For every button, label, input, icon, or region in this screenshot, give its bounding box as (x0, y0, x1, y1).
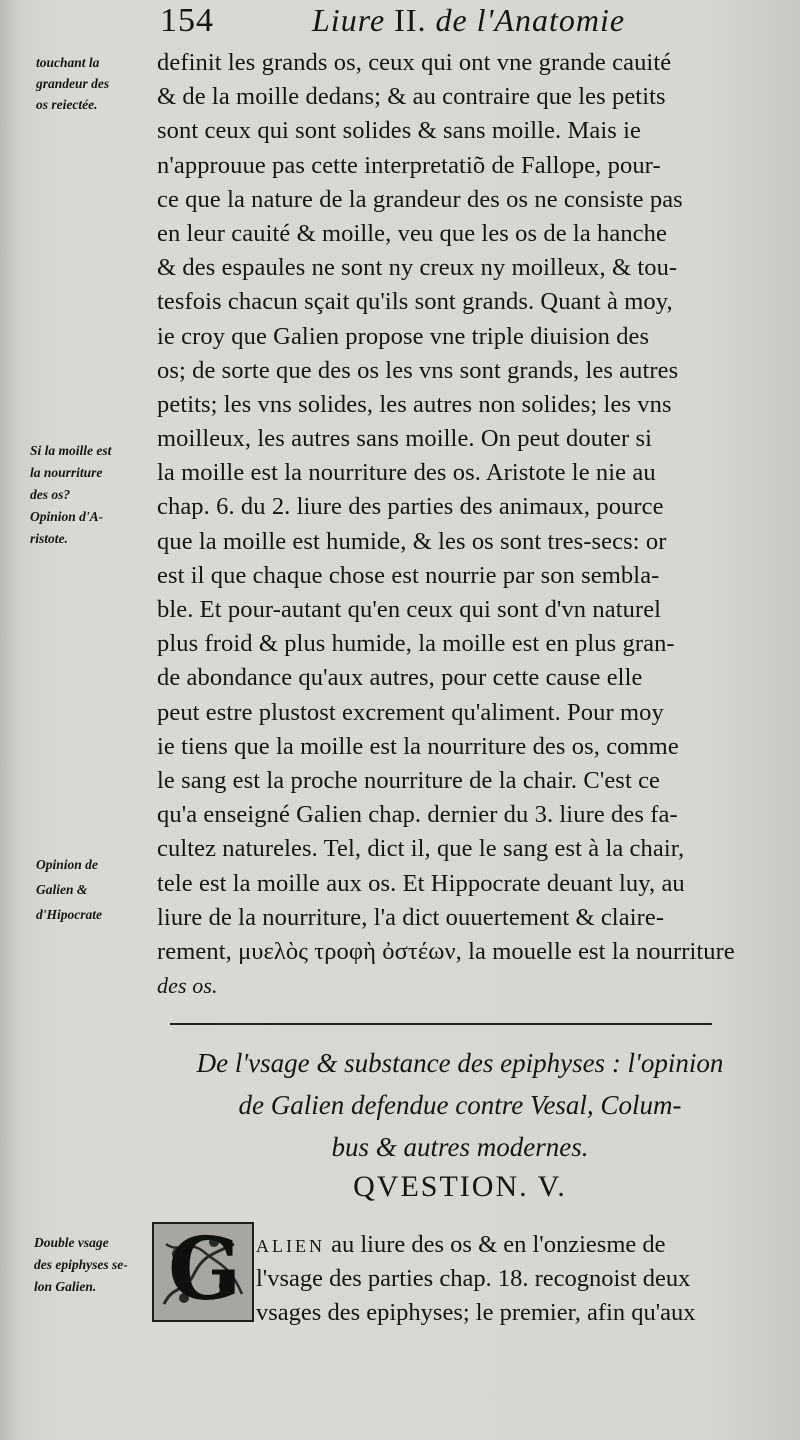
running-title-part-3: de l'Anatomie (435, 2, 626, 38)
text-line: n'approuue pas cette interpretatiõ de Fallope, pour- (157, 151, 661, 179)
text-line (256, 1228, 756, 1262)
text-line: ce que la nature de la grandeur des os ne consiste pas (157, 185, 683, 213)
question-opening-text (256, 1228, 756, 1330)
running-title (312, 2, 625, 39)
text-line: petits; les vns solides, les autres non solides; les vns (157, 390, 672, 418)
margin-note-double-vsage (34, 1232, 152, 1298)
margin-note-line: Opinion de (36, 857, 98, 872)
heading-line: De l'vsage & substance des epiphyses : l'opinion (196, 1048, 724, 1078)
heading-line: de Galien defendue contre Vesal, Colum- (238, 1090, 682, 1120)
question-title: QVESTION. V. (353, 1170, 567, 1203)
text-line: definit les grands os, ceux qui ont vne grande cauité (157, 49, 672, 76)
page-number: 154 (160, 2, 214, 39)
text-line: os; de sorte que des os les vns sont grands, les autres (157, 356, 679, 384)
text-line: tele est la moille aux os. Et Hippocrate deuant luy, au (157, 869, 685, 897)
running-title-part-2: II. (394, 2, 427, 38)
text-line: des os. (157, 973, 218, 999)
running-title-part-1: Liure (312, 2, 386, 38)
text-line: tesfois chacun sçait qu'ils sont grands. Quant à moy, (157, 288, 673, 316)
text-line: sont ceux qui sont solides & sans moille. Mais ie (157, 117, 641, 145)
margin-note-line: des epiphyses se- (34, 1257, 128, 1272)
margin-note-line: des os? (30, 487, 71, 502)
margin-note-line: ristote. (30, 531, 68, 546)
text-line: vsages des epiphyses; le premier, afin qu'aux (256, 1299, 696, 1326)
text-line: qu'a enseigné Galien chap. dernier du 3. liure des fa- (157, 801, 678, 829)
margin-note-line: grandeur des (36, 76, 110, 91)
text-line: liure de la nourriture, l'a dict ouuertement & claire- (157, 903, 665, 931)
section-heading (160, 1042, 760, 1168)
margin-note-line: d'Hipocrate (36, 907, 102, 922)
text-line: plus froid & plus humide, la moille est en plus gran- (157, 630, 675, 658)
margin-note-line: Double vsage (34, 1235, 109, 1250)
text-line: l'vsage des parties chap. 18. recognoist deux (256, 1265, 691, 1292)
text-line: le sang est la proche nourriture de la chair. C'est ce (157, 766, 661, 794)
page-header (0, 0, 800, 44)
margin-note-line: Galien & (36, 882, 88, 897)
text-line: & des espaules ne sont ny creux ny moilleux, & tou- (157, 254, 678, 282)
body-text (157, 46, 757, 1003)
text-line: rement, μυελὸς τροφὴ ὀστέων, la mouelle est la nourriture (157, 937, 735, 965)
margin-note-line: touchant la (36, 55, 100, 70)
text-line: la moille est la nourriture des os. Aristote le nie au (157, 459, 656, 487)
margin-note-line: la nourriture (30, 465, 103, 480)
margin-note-moille (30, 440, 148, 550)
text-line: peut estre plustost excrement qu'aliment. Pour moy (157, 698, 664, 726)
margin-note-galien (36, 852, 154, 927)
text-line: chap. 6. du 2. liure des parties des animaux, pource (157, 493, 664, 521)
text-line: de abondance qu'aux autres, pour cette cause elle (157, 664, 643, 692)
decorated-initial (152, 1222, 254, 1322)
margin-note-line: Si la moille est (30, 443, 112, 458)
text-line: est il que chaque chose est nourrie par son sembla- (157, 561, 660, 589)
heading-line: bus & autres modernes. (331, 1132, 589, 1162)
opening-line-rest: au liure des os & en l'onziesme de (324, 1231, 666, 1258)
text-line: ble. Et pour-autant qu'en ceux qui sont d'vn naturel (157, 596, 662, 623)
drop-cap-letter: G (168, 1222, 242, 1320)
margin-note-line: os reiectée. (36, 97, 98, 112)
text-line: que la moille est humide, & les os sont tres-secs: or (157, 527, 667, 555)
section-divider (170, 1023, 712, 1025)
text-line: ie croy que Galien propose vne triple diuision des (157, 322, 650, 350)
text-line: & de la moille dedans; & au contraire que les petits (157, 83, 666, 111)
text-line: en leur cauité & moille, veu que les os de la hanche (157, 219, 667, 247)
margin-note-line: lon Galien. (34, 1279, 97, 1294)
text-line: ie tiens que la moille est la nourriture des os, comme (157, 732, 679, 760)
opening-first-word: ALIEN (256, 1236, 325, 1256)
text-line: cultez natureles. Tel, dict il, que le sang est à la chair, (157, 835, 685, 863)
margin-note-grandeur (36, 52, 154, 115)
text-line: moilleux, les autres sans moille. On peut douter si (157, 425, 653, 453)
margin-note-line: Opinion d'A- (30, 509, 104, 524)
